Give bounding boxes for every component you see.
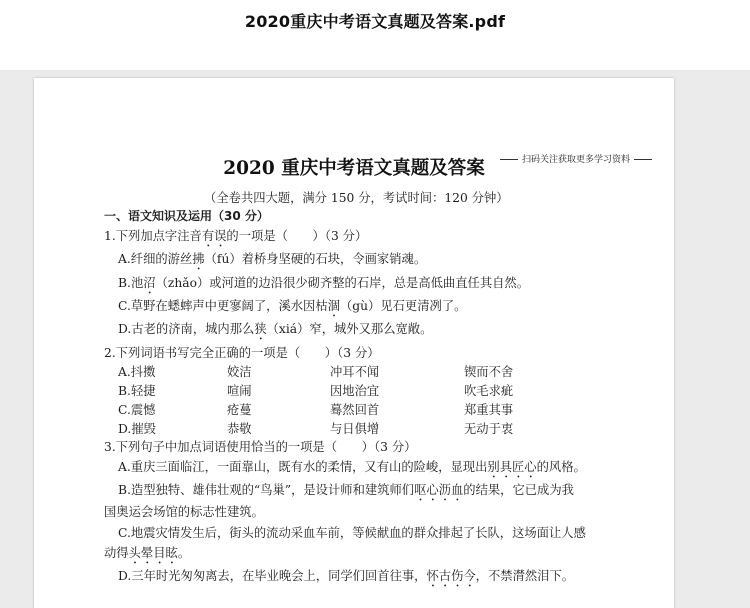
- section-heading: 一、语文知识及运用（30 分）: [104, 209, 269, 223]
- option-cell: A.抖擞: [118, 365, 156, 379]
- option-cell: 恭敬: [227, 422, 252, 436]
- option-cell: 无动于衷: [464, 422, 514, 436]
- option-cell: 疮蔓: [227, 403, 252, 417]
- question-1-option-b: B.池沼（zhǎo）或河道的边沿很少砌齐整的石岸，总是高低曲直任其自然。: [118, 276, 530, 290]
- option-cell: B.轻捷: [118, 384, 156, 398]
- question-3-option-c-cont: 动得头晕目眩。: [104, 546, 191, 560]
- question-1-option-a: A.纤细的游丝拂（fú）着桥身坚硬的石块，令画家销魂。: [118, 252, 427, 266]
- question-3-option-a: A.重庆三面临江，一面靠山，既有水的柔情，又有山的险峻，显现出别具匠心的风格。: [118, 460, 586, 474]
- option-cell: 与日俱增: [330, 422, 380, 436]
- divider-line: [500, 159, 518, 160]
- document-title: 2020 重庆中考语文真题及答案: [223, 158, 485, 179]
- watermark-text: 扫码关注获取更多学习资料: [496, 152, 656, 165]
- viewer-title-bar: [0, 0, 750, 70]
- question-2-options: [118, 362, 638, 442]
- question-1-option-c: C.草野在蟋蟀声中更寥阔了，溪水因枯涸（gù）见石更清冽了。: [118, 299, 467, 313]
- question-3-option-d: D.三年时光匆匆离去，在毕业晚会上，同学们回首往事，怀古伤今，不禁潸然泪下。: [118, 569, 575, 583]
- question-3-option-b-cont: 国奥运会场馆的标志性建筑。: [104, 505, 264, 519]
- option-cell: D.摧毁: [118, 422, 156, 436]
- option-cell: 喧闹: [227, 384, 252, 398]
- option-cell: 郑重其事: [464, 403, 514, 417]
- option-cell: 蓦然回首: [330, 403, 380, 417]
- exam-subtitle: （全卷共四大题，满分 150 分，考试时间：120 分钟）: [204, 191, 509, 205]
- option-cell: 姣洁: [227, 365, 252, 379]
- pdf-page: [34, 78, 674, 608]
- option-cell: 吹毛求疵: [464, 384, 514, 398]
- question-3-option-c: C.地震灾情发生后，街头的流动采血车前，等候献血的群众排起了长队，这场面让人感: [118, 526, 586, 540]
- option-cell: 因地治宜: [330, 384, 380, 398]
- option-cell: 锲而不舍: [464, 365, 514, 379]
- divider-line: [634, 159, 652, 160]
- question-1-option-d: D.古老的济南，城内那么狭（xiá）窄，城外又那么宽敞。: [118, 322, 433, 336]
- question-3-stem: 3.下列句子中加点词语使用恰当的一项是（ ）（3 分）: [104, 440, 417, 454]
- option-cell: 冲耳不闻: [330, 365, 380, 379]
- question-3-option-b: B.造型独特、雄伟壮观的“鸟巢”，是设计师和建筑师们呕心沥血的结果，它已成为我: [118, 483, 574, 497]
- question-2-stem: 2.下列词语书写完全正确的一项是（ ）（3 分）: [104, 346, 380, 360]
- option-cell: C.震憾: [118, 403, 156, 417]
- file-title: 2020重庆中考语文真题及答案.pdf: [244, 12, 506, 31]
- question-1-stem: 1.下列加点字注音有误的一项是（ ）（3 分）: [104, 229, 368, 243]
